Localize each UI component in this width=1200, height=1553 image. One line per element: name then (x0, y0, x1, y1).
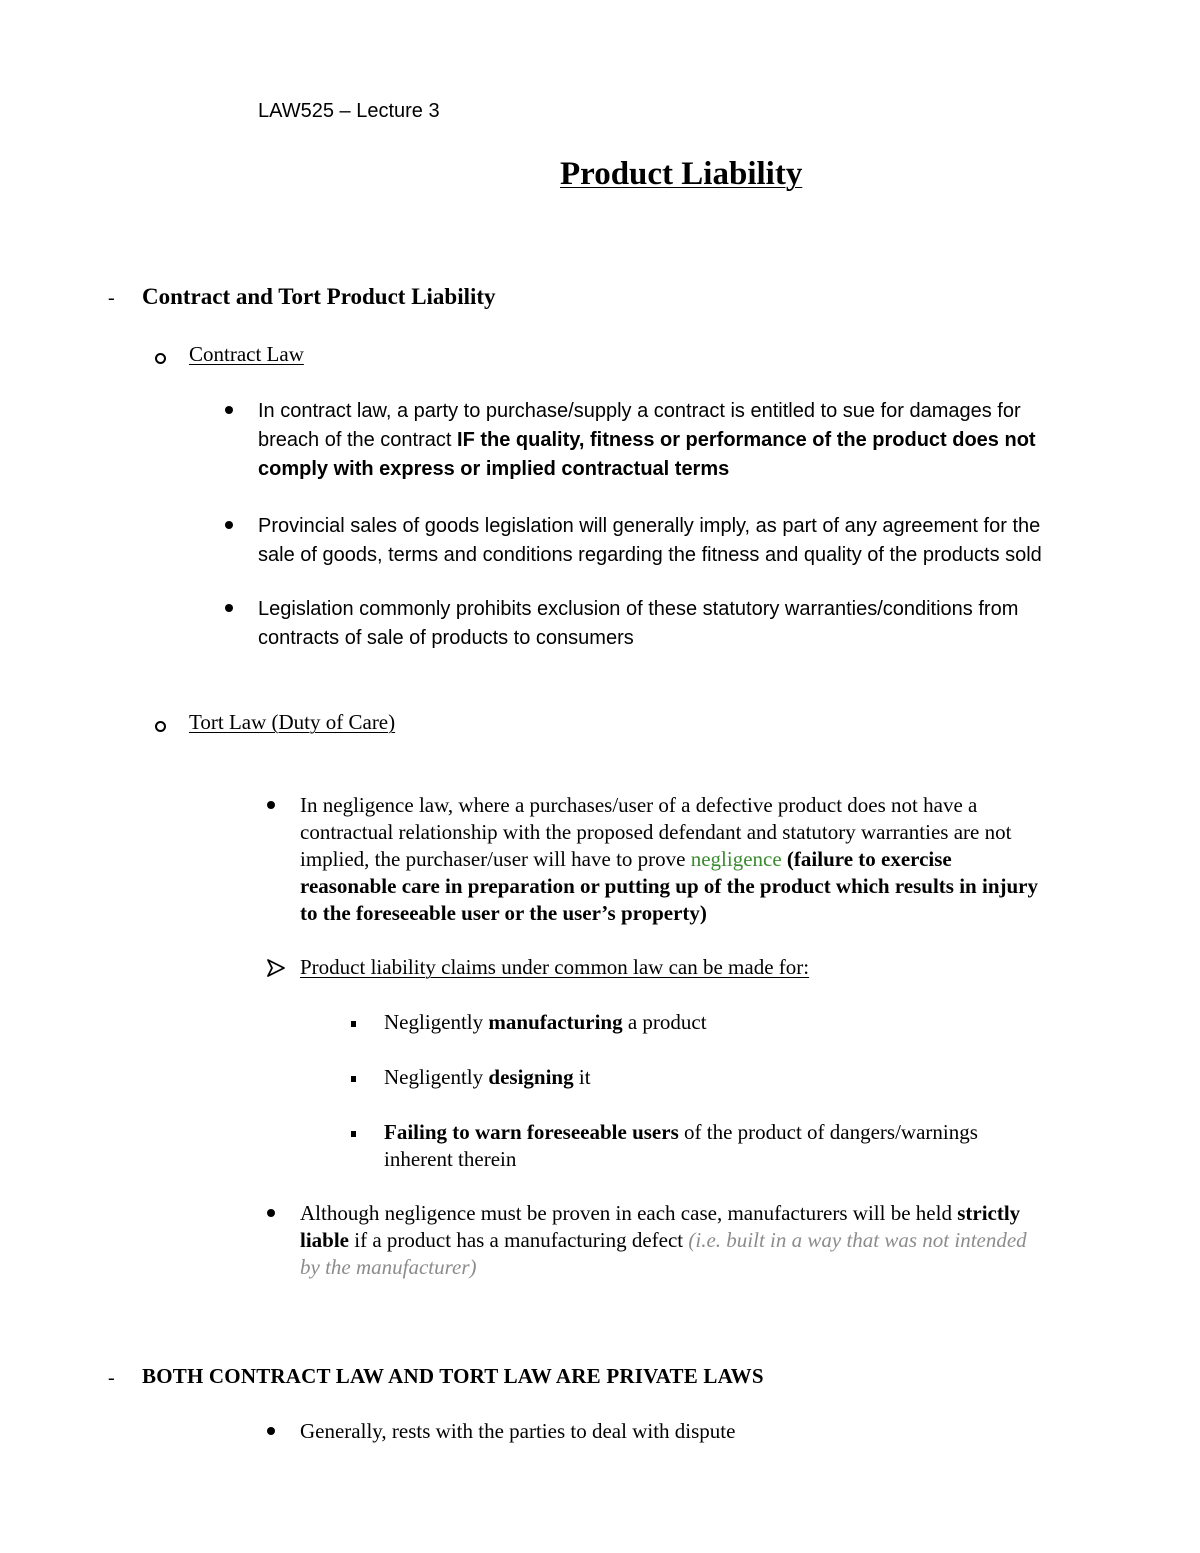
bullet-icon (267, 1209, 275, 1217)
contract-item-3 (258, 595, 1018, 653)
text-line: comply with express or implied contractual terms (258, 458, 730, 480)
tort-item-1 (300, 792, 1038, 927)
text-line: In negligence law, where a purchases/user of a defective product does not have a (300, 793, 978, 817)
text-line: reasonable care in preparation or putting up of the product which results in injury (300, 874, 1038, 898)
section-heading-private-laws: BOTH CONTRACT LAW AND TORT LAW ARE PRIVATE LAWS (142, 1364, 764, 1388)
page-title: Product Liability (560, 156, 803, 192)
claim-item-designing: Negligently designing it (384, 1065, 591, 1089)
contract-item-2 (258, 512, 1042, 570)
text-line: breach of the contract IF the quality, fitness or performance of the product does not (258, 429, 1036, 451)
bullet-icon (267, 1427, 275, 1435)
text-line: liable if a product has a manufacturing defect (i.e. built in a way that was not intended (300, 1228, 1027, 1252)
square-bullet-icon (351, 1131, 356, 1137)
text-line: Provincial sales of goods legislation will generally imply, as part of any agreement for the (258, 515, 1041, 537)
hollow-bullet-icon (155, 721, 166, 732)
section-heading-contract-tort: Contract and Tort Product Liability (142, 284, 496, 309)
text-line: inherent therein (384, 1147, 517, 1171)
bullet-icon (225, 604, 233, 612)
text-line: contracts of sale of products to consumers (258, 627, 634, 649)
text-line: Failing to warn foreseeable users of the product of dangers/warnings (384, 1120, 978, 1144)
tort-item-2 (300, 1200, 1027, 1281)
section-dash-2: - (108, 1367, 115, 1389)
text-line: implied, the purchaser/user will have to prove negligence (failure to exercise (300, 847, 952, 871)
bullet-icon (267, 801, 275, 809)
square-bullet-icon (351, 1021, 356, 1027)
course-header: LAW525 – Lecture 3 (258, 100, 440, 122)
section-dash-1: - (108, 287, 115, 309)
claims-heading: Product liability claims under common law can be made for: (300, 955, 810, 979)
subheading-tort-law: Tort Law (Duty of Care) (189, 710, 396, 734)
bullet-icon (225, 406, 233, 414)
subheading-contract-law: Contract Law (189, 342, 304, 366)
claim-item-warn (384, 1119, 978, 1173)
text-line: In contract law, a party to purchase/supply a contract is entitled to sue for damages for (258, 400, 1021, 422)
text-line: by the manufacturer) (300, 1255, 477, 1279)
text-line: to the foreseeable user or the user’s property) (300, 901, 707, 925)
square-bullet-icon (351, 1076, 356, 1082)
text-line: Legislation commonly prohibits exclusion of these statutory warranties/conditions from (258, 598, 1019, 620)
contract-item-1 (258, 397, 1036, 484)
bullet-icon (225, 521, 233, 529)
text-line: sale of goods, terms and conditions regarding the fitness and quality of the products sold (258, 544, 1042, 566)
claim-item-manufacturing: Negligently manufacturing a product (384, 1010, 707, 1034)
hollow-bullet-icon (155, 353, 166, 364)
private-law-item-1: Generally, rests with the parties to deal with dispute (300, 1419, 736, 1443)
arrow-bullet-icon (266, 958, 286, 978)
text-line: Although negligence must be proven in each case, manufacturers will be held strictly (300, 1201, 1021, 1225)
text-line: contractual relationship with the proposed defendant and statutory warranties are not (300, 820, 1012, 844)
